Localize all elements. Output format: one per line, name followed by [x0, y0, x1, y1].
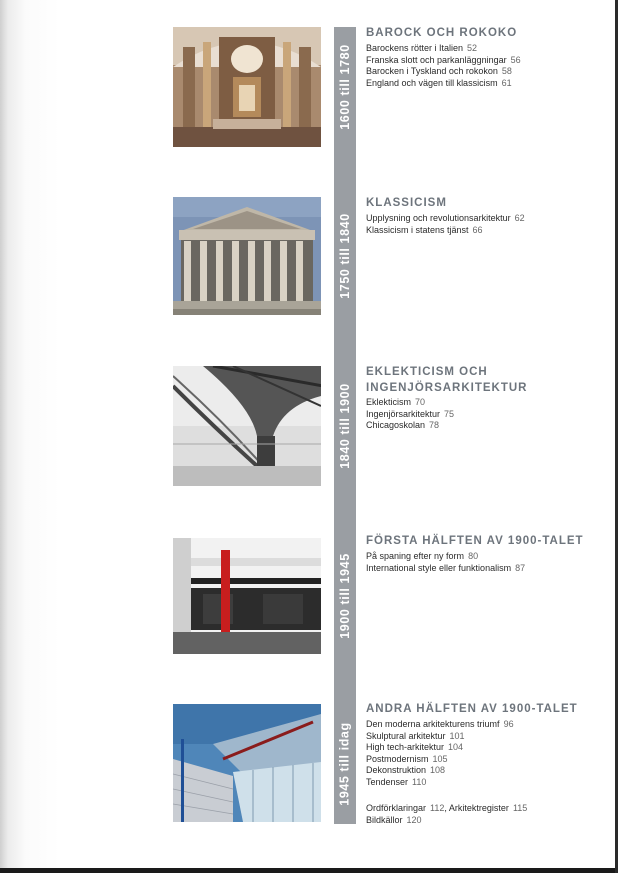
chapter-entry: Dekonstruktion 108	[366, 765, 446, 775]
page-edge-shadow	[0, 868, 618, 873]
period-label: 1750 till 1840	[338, 213, 353, 299]
chapter-entry: Chicagoskolan 78	[366, 420, 440, 430]
chapter-entry: Eklekticism 70	[366, 397, 426, 407]
period-label: 1900 till 1945	[338, 553, 353, 639]
chapter-entry: Den moderna arkitekturens triumf 96	[366, 719, 514, 729]
chapter-list	[366, 551, 606, 574]
chapter-entry: På spaning efter ny form 80	[366, 551, 479, 561]
chapter-entry: Klassicism i statens tjänst 66	[366, 224, 483, 235]
chapter-entry: Barockens rötter i Italien 52	[366, 43, 478, 53]
modernist-building-photo	[173, 538, 321, 654]
chapter-entry: International style eller funktionalism 87	[366, 562, 526, 573]
section-heading: BAROCK OCH ROKOKO	[366, 27, 518, 39]
period-label: 1945 till idag	[338, 721, 352, 806]
section-heading: EKLEKTICISM OCH INGENJÖRSARKITEKTUR	[366, 366, 528, 394]
chapter-entry: Upplysning och revolutionsarkitektur 62	[366, 213, 525, 223]
chapter-list	[366, 43, 606, 89]
appendix-entry: Bildkällor 120	[366, 814, 422, 825]
chapter-entry: England och vägen till klassicism 61	[366, 77, 512, 88]
section-heading: KLASSICISM	[366, 197, 447, 209]
section-heading: FÖRSTA HÄLFTEN AV 1900-TALET	[366, 535, 584, 547]
chapter-entry: Skulptural arkitektur 101	[366, 730, 465, 741]
section-heading: ANDRA HÄLFTEN AV 1900-TALET	[366, 703, 578, 715]
chapter-entry: High tech-arkitektur 104	[366, 742, 464, 752]
chapter-list	[366, 719, 606, 788]
chapter-list	[366, 397, 606, 432]
engineering-structure-photo	[173, 366, 321, 486]
appendix-list	[366, 803, 606, 826]
classical-temple-photo	[173, 197, 321, 315]
baroque-altar-photo	[173, 27, 321, 147]
chapter-entry: Postmodernism 105	[366, 753, 448, 764]
period-label: 1840 till 1900	[338, 383, 353, 469]
contemporary-building-photo	[173, 704, 321, 822]
chapter-entry: Ingenjörsarkitektur 75	[366, 408, 455, 419]
chapter-entry: Franska slott och parkanläggningar 56	[366, 54, 521, 65]
appendix-entry: Ordförklaringar 112, Arkitektregister 115	[366, 803, 528, 813]
period-label: 1600 till 1780	[338, 44, 353, 130]
chapter-list	[366, 213, 606, 236]
chapter-entry: Tendenser 110	[366, 776, 427, 787]
chapter-entry: Barocken i Tyskland och rokokon 58	[366, 66, 512, 76]
